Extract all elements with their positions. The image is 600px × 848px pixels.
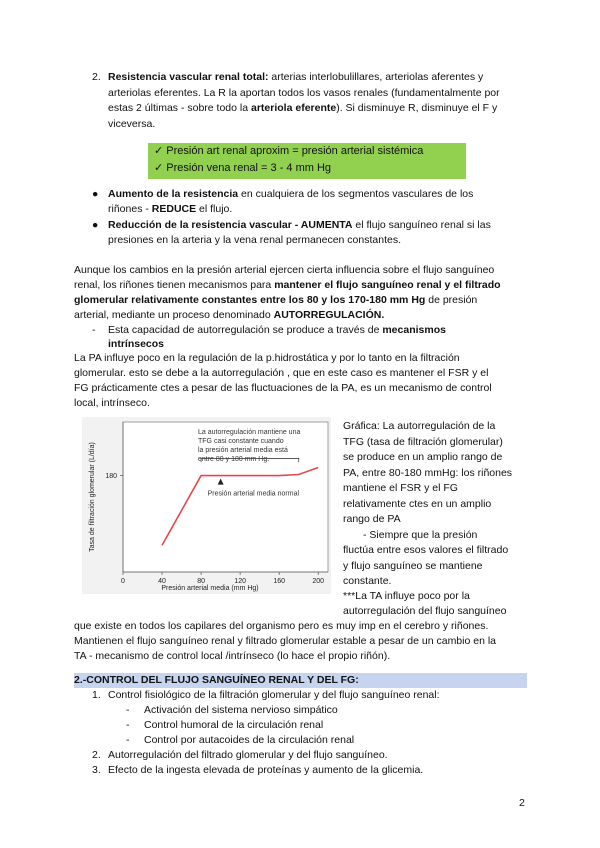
para2-l4: local, intrínseco. xyxy=(74,397,150,409)
dash1-l1b: mecanismos xyxy=(382,324,446,336)
s2-item2-text: Autorregulación del filtrado glomerular y del flujo sanguíneo. xyxy=(108,749,388,761)
caption-l7: rango de PA xyxy=(343,513,401,525)
item2-line3-a: estas 2 últimas - sobre todo la xyxy=(108,102,251,114)
s2-item2-num: 2. xyxy=(92,749,101,761)
bullet-2-line2: presiones en la arteria y la vena renal permanecen constantes. xyxy=(108,234,402,246)
x-tick-label-0: 0 xyxy=(121,578,125,585)
dash1-l1 xyxy=(108,323,528,338)
caption-l10: y flujo sanguíneo se mantiene xyxy=(343,560,483,572)
caption-l12: ***La TA influye poco por la xyxy=(343,590,470,602)
annotation-line-1: La autorregulación mantiene una xyxy=(198,429,301,436)
section2-heading: 2.-CONTROL DEL FLUJO SANGUÍNEO RENAL Y DEL FG: xyxy=(74,673,527,688)
x-tick-label-2: 80 xyxy=(197,578,205,585)
chart-ylabel: Tasa de filtración glomerular (L/día) xyxy=(89,442,96,552)
x-tick-label-3: 120 xyxy=(234,578,246,585)
s2-sub-dash-2: - xyxy=(126,719,130,731)
bullet-dot-1: ● xyxy=(92,188,99,200)
item2-line3-c: ). Si disminuye R, disminuye el F y xyxy=(336,102,498,114)
x-tick-label-4: 160 xyxy=(273,578,286,585)
item2-title: Resistencia vascular renal total: xyxy=(108,71,269,83)
s2-sub-1: Activación del sistema nervioso simpático xyxy=(144,704,338,716)
caption-l5: mantiene el FSR y el FG xyxy=(343,482,458,494)
s2-sub-dash-1: - xyxy=(126,704,130,716)
para1-l1: Aunque los cambios en la presión arterial ejercen cierta influencia sobre el flujo sanguíneo xyxy=(74,264,495,276)
bullet-2-bold: Reducción de la resistencia vascular - AUMENTA xyxy=(108,219,353,231)
para3-l1: que existe en todos los capilares del organismo pero es muy imp en el cerebro y riñones. xyxy=(74,620,489,632)
x-tick-label-5: 200 xyxy=(312,578,325,585)
item2-line4: viceversa. xyxy=(108,118,156,130)
bullet-1-l2b: REDUCE xyxy=(151,203,197,215)
bullet-1-line1 xyxy=(108,187,528,202)
caption-l11: constante. xyxy=(343,575,392,587)
caption-l2: TFG (tasa de filtración glomerular) xyxy=(343,436,503,448)
para1-l2 xyxy=(74,278,534,293)
caption-l13: autorregulación del flujo sanguíneo xyxy=(343,605,507,617)
item2-num: 2. xyxy=(92,71,101,83)
page-number: 2 xyxy=(519,797,525,809)
item2-line2: arteriolas eferentes. La R la aportan todos los vasos renales (fundamentalmente por xyxy=(108,87,500,99)
dash1-l1a: Esta capacidad de autorregulación se produce a través de xyxy=(108,324,383,336)
s2-item3-num: 3. xyxy=(92,764,101,776)
s2-item1-text: Control fisiológico de la filtración glomerular y del flujo sanguíneo renal: xyxy=(108,689,440,701)
para2-l3: FG prácticamente ctes a pesar de las fluctuaciones de la PA, es un mecanismo de control xyxy=(74,382,492,394)
para1-l4 xyxy=(74,308,534,323)
bullet-1-bold: Aumento de la resistencia xyxy=(108,188,239,200)
arrow-label: Presión arterial media normal xyxy=(207,490,300,498)
bullet-2-rest: el flujo sanguíneo renal si las xyxy=(352,219,491,231)
para3-l3: TA - mecanismo de control local /intrínseco (lo hace el propio riñón). xyxy=(74,650,391,662)
s2-sub-2: Control humoral de la circulación renal xyxy=(144,719,324,731)
chart-xlabel: Presión arterial media (mm Hg) xyxy=(161,585,259,592)
item2-line3-b: arteriola eferente xyxy=(251,102,337,114)
item2-line1 xyxy=(108,70,528,85)
para3-l2: Mantienen el flujo sanguíneo renal y filtrado glomerular estable a pesar de un cambio en la xyxy=(74,635,497,647)
y-ticks xyxy=(105,473,123,480)
item2-line1-rest: arterias interlobulillares, arteriolas aferentes y xyxy=(271,71,484,83)
bullet-1-l2a: riñones - xyxy=(108,203,152,215)
annotation-line-4: entre 80 y 180 mm Hg. xyxy=(198,456,270,463)
s2-sub-dash-3: - xyxy=(126,734,130,746)
caption-l6: relativamente ctes en un amplio xyxy=(343,498,492,510)
bullet-1-l2c: el flujo. xyxy=(196,203,233,215)
item2-line3 xyxy=(108,101,528,116)
y-tick-label-0: 180 xyxy=(105,473,117,481)
bullet-1-line2 xyxy=(108,202,528,217)
para1-l2a: renal, los riñones tienen mecanismos para xyxy=(74,279,275,291)
x-ticks xyxy=(121,572,324,585)
caption-l1: Gráfica: La autorregulación de la xyxy=(343,420,496,432)
autoregulation-chart xyxy=(82,417,331,594)
para1-l3a: glomerular relativamente constantes entre los 80 y los 170-180 mm Hg xyxy=(74,294,426,306)
para1-l3b: de presión xyxy=(425,294,478,306)
annotation-line-2: TFG casi constante cuando xyxy=(198,438,284,445)
green-line-1: ✓ Presión art renal aproxim = presión arterial sistémica xyxy=(154,145,424,157)
para2-l2: glomerular. esto se debe a la autorregulación , que en este caso es mantener el FSR y el xyxy=(74,367,489,379)
annotation-line-3: la presión arterial media está xyxy=(198,447,288,454)
bullet-2-line1 xyxy=(108,218,528,233)
para1-l4a: arterial, mediante un proceso denominado xyxy=(74,309,274,321)
s2-item1-num: 1. xyxy=(92,689,101,701)
dash1-mark: - xyxy=(92,324,96,336)
chart-svg xyxy=(82,417,331,594)
bullet-dot-2: ● xyxy=(92,219,99,231)
caption-l9: fluctúa entre esos valores el filtrado xyxy=(343,544,509,556)
s2-item3-text: Efecto de la ingesta elevada de proteínas y aumento de la glicemia. xyxy=(108,764,424,776)
caption-l3: se produce en un amplio rango de xyxy=(343,451,503,463)
caption-l8: - Siempre que la presión xyxy=(363,529,478,541)
dash1-l2 xyxy=(108,337,164,352)
caption-l4: PA, entre 80-180 mmHg: los riñones xyxy=(343,467,513,479)
green-highlight-box xyxy=(148,143,466,179)
x-tick-label-1: 40 xyxy=(158,578,166,585)
para1-l4b: AUTORREGULACIÓN. xyxy=(273,309,385,321)
para2-l1: La PA influye poco en la regulación de la p.hidrostática y por lo tanto en la filtración xyxy=(74,352,460,364)
para1-l3 xyxy=(74,293,534,308)
dash1-l2-bold: intrínsecos xyxy=(108,338,165,350)
para1-l2b: mantener el flujo sanguíneo renal y el filtrado xyxy=(274,279,501,291)
s2-sub-3: Control por autacoides de la circulación renal xyxy=(144,734,355,746)
bullet-1-rest: en cualquiera de los segmentos vasculares de los xyxy=(238,188,474,200)
green-line-2: ✓ Presión vena renal = 3 - 4 mm Hg xyxy=(154,162,332,174)
